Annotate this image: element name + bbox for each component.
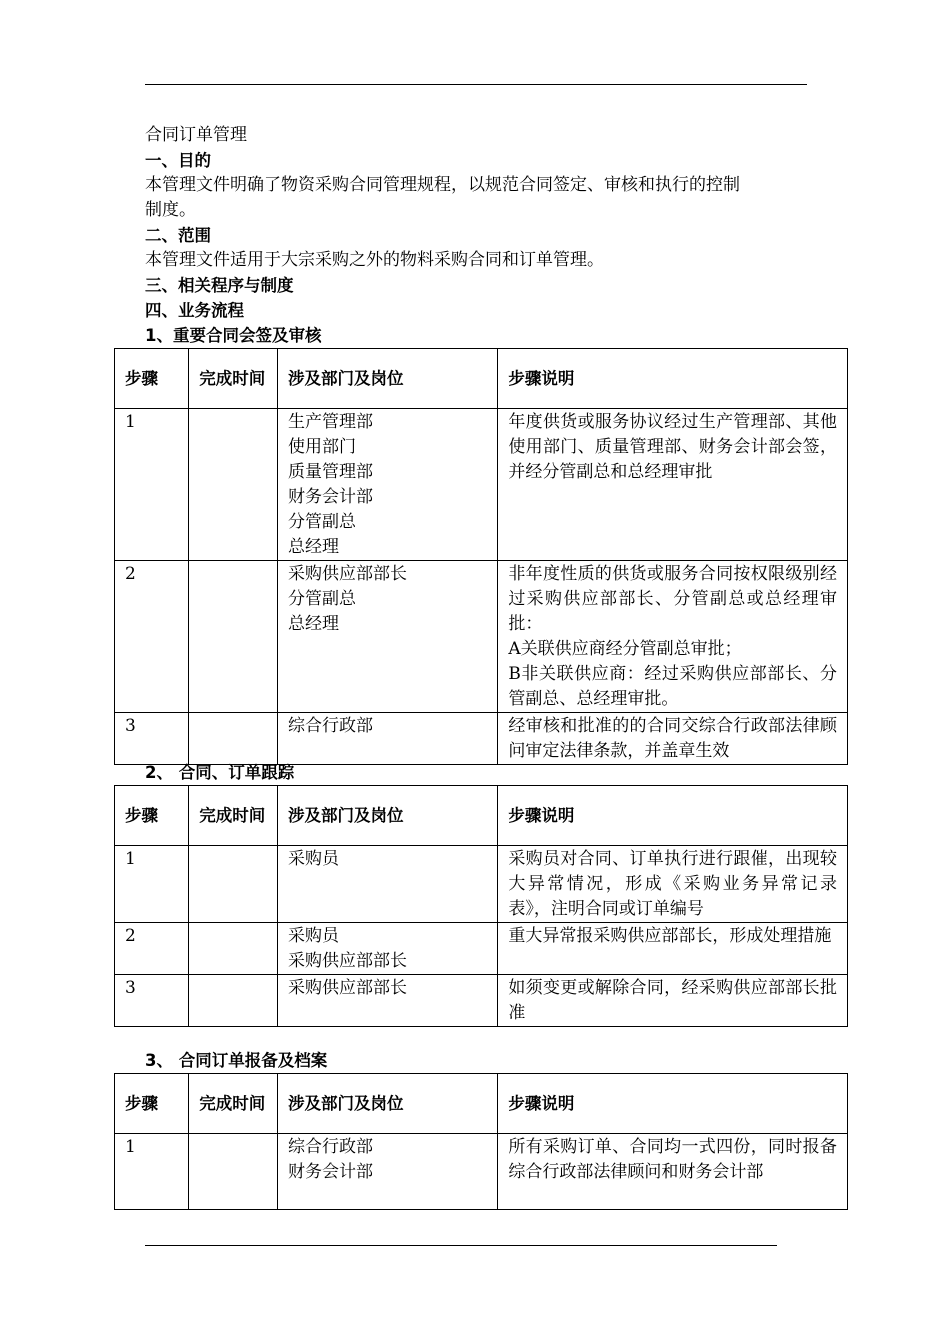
cell-time xyxy=(189,409,278,561)
cell-step: 1 xyxy=(115,1134,189,1210)
table-row xyxy=(115,846,848,923)
dept-item: 财务会计部 xyxy=(288,487,373,507)
desc-text: 非年度性质的供货或服务合同按权限级别经过采购供应部部长、分管副总或总经理审批： xyxy=(508,564,837,634)
table-header-row xyxy=(115,786,848,846)
dept-item: 采购员 xyxy=(288,849,339,869)
table-row xyxy=(115,1134,848,1210)
cell-desc xyxy=(498,923,848,975)
header-step: 步骤 xyxy=(115,1074,189,1134)
cell-time xyxy=(189,975,278,1027)
cell-dept xyxy=(278,923,498,975)
desc-text: 如须变更或解除合同，经采购供应部部长批准 xyxy=(508,978,837,1023)
header-desc: 步骤说明 xyxy=(498,349,848,409)
dept-item: 生产管理部 xyxy=(288,412,373,432)
section-1-heading: 一、目的 xyxy=(145,151,211,170)
subsection-2-heading: 2、 合同、订单跟踪 xyxy=(145,763,295,782)
cell-time xyxy=(189,923,278,975)
cell-dept xyxy=(278,713,498,765)
dept-item: 采购供应部部长 xyxy=(288,564,407,584)
process-table-2 xyxy=(114,785,848,1027)
table-row xyxy=(115,713,848,765)
cell-step: 3 xyxy=(115,975,189,1027)
section-1-body-line-1: 本管理文件明确了物资采购合同管理规程，以规范合同签定、审核和执行的控制 xyxy=(145,175,740,195)
cell-desc xyxy=(498,846,848,923)
cell-step: 3 xyxy=(115,713,189,765)
dept-item: 采购供应部部长 xyxy=(288,978,407,998)
cell-desc xyxy=(498,409,848,561)
dept-item: 使用部门 xyxy=(288,437,356,457)
desc-text: B非关联供应商：经过采购供应部部长、分管副总、总经理审批。 xyxy=(508,664,837,709)
cell-step: 2 xyxy=(115,561,189,713)
header-step: 步骤 xyxy=(115,786,189,846)
cell-desc xyxy=(498,975,848,1027)
desc-text: 所有采购订单、合同均一式四份，同时报备综合行政部法律顾问和财务会计部 xyxy=(508,1137,837,1182)
cell-dept xyxy=(278,846,498,923)
dept-item: 总经理 xyxy=(288,614,339,634)
table-header-row xyxy=(115,349,848,409)
table-row xyxy=(115,923,848,975)
cell-time xyxy=(189,1134,278,1210)
subsection-3-heading: 3、 合同订单报备及档案 xyxy=(145,1051,328,1070)
dept-item: 采购员 xyxy=(288,926,339,946)
table-row xyxy=(115,409,848,561)
cell-dept xyxy=(278,975,498,1027)
cell-dept xyxy=(278,1134,498,1210)
desc-text: A关联供应商经分管副总审批； xyxy=(508,639,742,659)
header-step: 步骤 xyxy=(115,349,189,409)
header-desc: 步骤说明 xyxy=(498,786,848,846)
cell-time xyxy=(189,713,278,765)
header-time: 完成时间 xyxy=(189,1074,278,1134)
header-dept: 涉及部门及岗位 xyxy=(278,1074,498,1134)
cell-time xyxy=(189,846,278,923)
desc-text: 年度供货或服务协议经过生产管理部、其他使用部门、质量管理部、财务会计部会签，并经分管副总和总经理审批 xyxy=(508,412,837,482)
process-table-3 xyxy=(114,1073,848,1210)
header-dept: 涉及部门及岗位 xyxy=(278,349,498,409)
cell-desc xyxy=(498,1134,848,1210)
cell-dept xyxy=(278,561,498,713)
header-rule xyxy=(145,84,807,85)
dept-item: 分管副总 xyxy=(288,512,356,532)
section-1-body-line-2: 制度。 xyxy=(145,200,196,220)
section-3-heading: 三、相关程序与制度 xyxy=(145,276,294,295)
dept-item: 总经理 xyxy=(288,537,339,557)
desc-text: 采购员对合同、订单执行进行跟催，出现较大异常情况，形成《采购业务异常记录表》，注明合同或订单编号 xyxy=(508,849,837,919)
dept-item: 综合行政部 xyxy=(288,1137,373,1157)
cell-step: 1 xyxy=(115,846,189,923)
cell-desc xyxy=(498,561,848,713)
table-row xyxy=(115,561,848,713)
dept-item: 综合行政部 xyxy=(288,716,373,736)
cell-dept xyxy=(278,409,498,561)
doc-title: 合同订单管理 xyxy=(145,125,247,145)
dept-item: 质量管理部 xyxy=(288,462,373,482)
table-header-row xyxy=(115,1074,848,1134)
subsection-1-heading: 1、重要合同会签及审核 xyxy=(145,326,322,345)
header-time: 完成时间 xyxy=(189,786,278,846)
table-row xyxy=(115,975,848,1027)
cell-step: 2 xyxy=(115,923,189,975)
cell-desc xyxy=(498,713,848,765)
section-2-body: 本管理文件适用于大宗采购之外的物料采购合同和订单管理。 xyxy=(145,250,604,270)
header-time: 完成时间 xyxy=(189,349,278,409)
desc-text: 重大异常报采购供应部部长，形成处理措施 xyxy=(508,926,832,946)
dept-item: 采购供应部部长 xyxy=(288,951,407,971)
process-table-1 xyxy=(114,348,848,765)
dept-item: 财务会计部 xyxy=(288,1162,373,1182)
cell-time xyxy=(189,561,278,713)
dept-item: 分管副总 xyxy=(288,589,356,609)
cell-step: 1 xyxy=(115,409,189,561)
desc-text: 经审核和批准的的合同交综合行政部法律顾问审定法律条款，并盖章生效 xyxy=(508,716,837,761)
header-dept: 涉及部门及岗位 xyxy=(278,786,498,846)
footer-rule xyxy=(145,1245,777,1246)
section-4-heading: 四、业务流程 xyxy=(145,301,244,320)
header-desc: 步骤说明 xyxy=(498,1074,848,1134)
section-2-heading: 二、范围 xyxy=(145,226,211,245)
